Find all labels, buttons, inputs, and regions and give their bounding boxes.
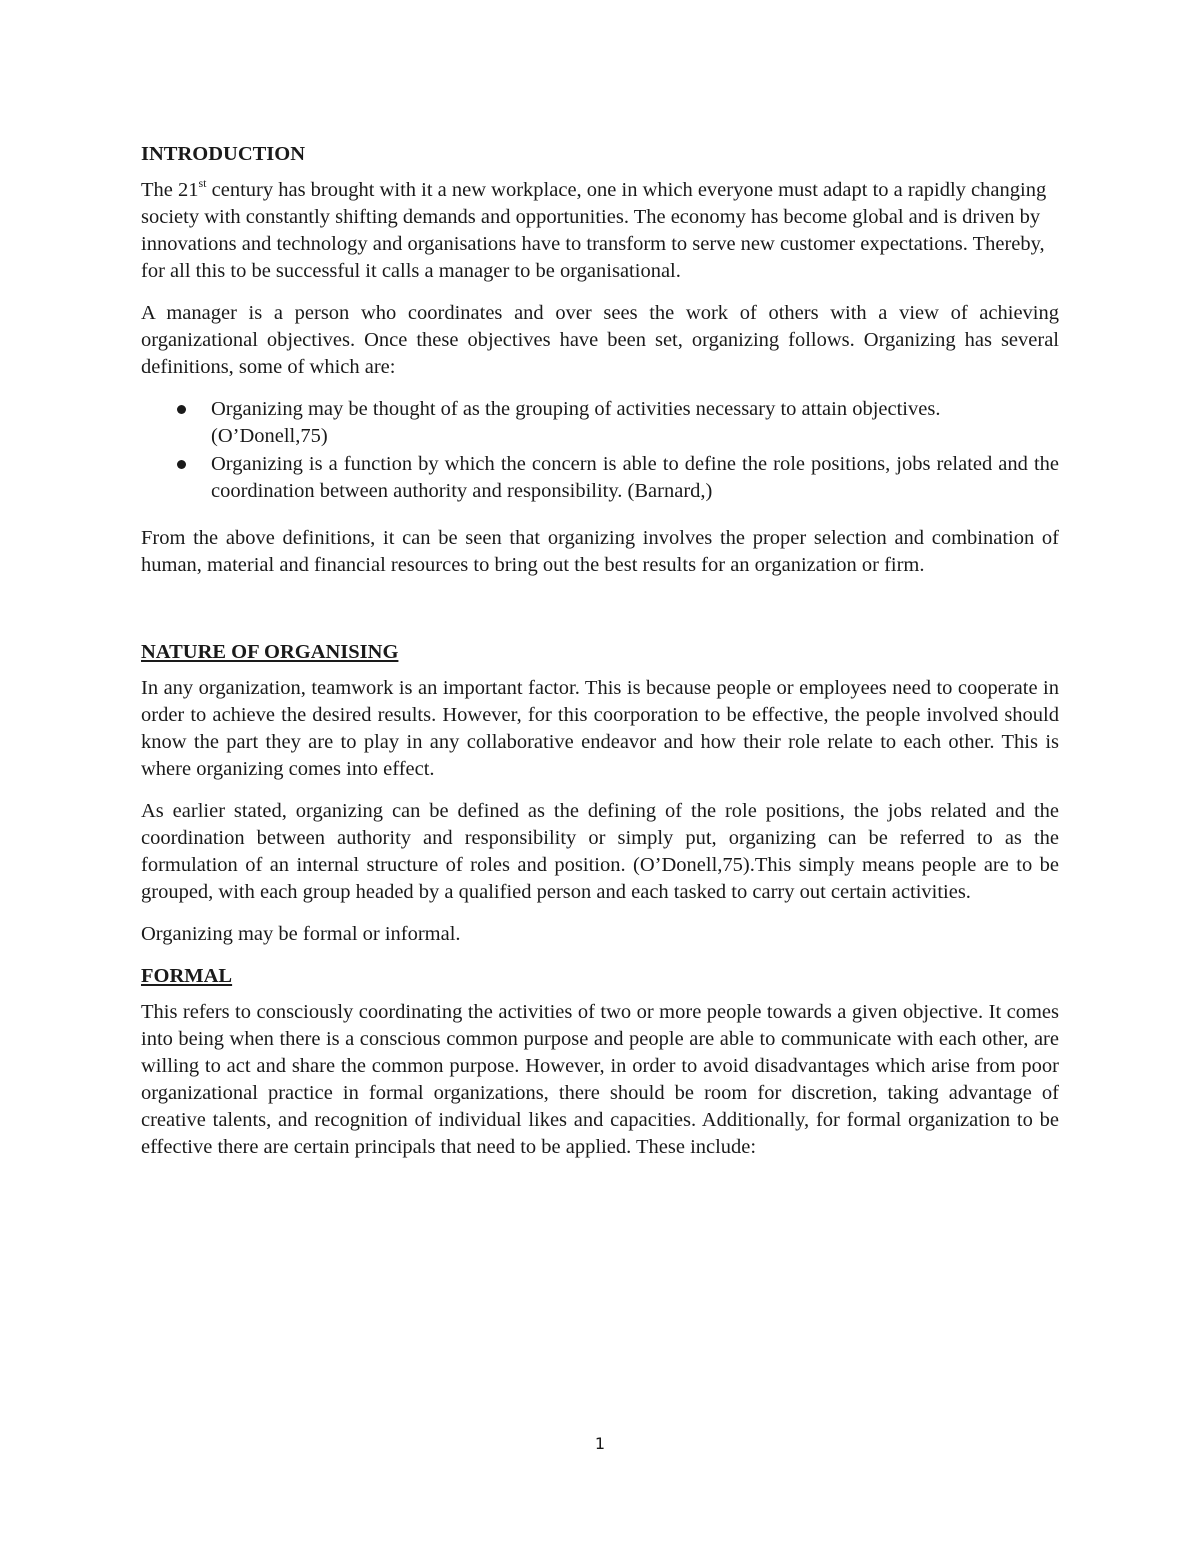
page-number: 1 xyxy=(594,1434,606,1453)
intro-p1-start: The 21 xyxy=(141,179,199,201)
nature-heading: NATURE OF ORGANISING xyxy=(141,641,399,663)
nature-paragraph-3: Organizing may be formal or informal. xyxy=(141,923,461,945)
introduction-heading: INTRODUCTION xyxy=(141,143,306,165)
introduction-paragraph-1 xyxy=(141,177,1059,285)
definitions-list xyxy=(141,396,1059,505)
list-item xyxy=(141,396,1059,450)
formal-heading: FORMAL xyxy=(141,965,233,987)
bullet-icon xyxy=(177,460,186,469)
introduction-paragraph-3: From the above definitions, it can be seen that organizing involves the proper selection and combination of human, material and financial resources to bring out the best results for an organization or firm. xyxy=(141,527,1059,576)
introduction-paragraph-2: A manager is a person who coordinates and over sees the work of others with a view of achieving organizational objectives. Once these objectives have been set, organizing follows. Organizing has several definitions, some of which are: xyxy=(141,302,1059,378)
list-item xyxy=(141,451,1059,505)
section-spacer xyxy=(141,594,1059,639)
ordinal-superscript: st xyxy=(198,176,207,190)
document-page xyxy=(141,141,1059,1176)
nature-paragraph-2: As earlier stated, organizing can be defined as the defining of the role positions, the jobs related and the coordination between authority and responsibility or simply put, organizing can be referred to as the formulation of an internal structure of roles and position. (O’Donell,75).This simply means people are to be grouped, with each group headed by a qualified person and each tasked to carry out certain activities. xyxy=(141,800,1059,903)
nature-paragraph-1: In any organization, teamwork is an important factor. This is because people or employees need to cooperate in order to achieve the desired results. However, for this coorporation to be effective, the people involved should know the part they are to play in any collaborative endeavor and how their role relate to each other. This is where organizing comes into effect. xyxy=(141,677,1059,780)
bullet-icon xyxy=(177,405,186,414)
intro-p1-rest: century has brought with it a new workplace, one in which everyone must adapt to a rapidly changing society with constantly shifting demands and opportunities. The economy has become global and is driven by innovations and technology and organisations have to transform to serve new customer expectations. Thereby, for all this to be successful it calls a manager to be organisational. xyxy=(141,179,1047,282)
formal-paragraph-1: This refers to consciously coordinating the activities of two or more people towards a given objective. It comes into being when there is a conscious common purpose and people are able to communicate with each other, are willing to act and share the common purpose. However, in order to avoid disadvantages which arise from poor organizational practice in formal organizations, there should be room for discretion, taking advantage of creative talents, and recognition of individual likes and capacities. Additionally, for formal organization to be effective there are certain principals that need to be applied. These include: xyxy=(141,1001,1059,1158)
definition-text: Organizing may be thought of as the grouping of activities necessary to attain objectives. (O’Donell,75) xyxy=(211,398,941,447)
definition-text: Organizing is a function by which the concern is able to define the role positions, jobs related and the coordination between authority and responsibility. (Barnard,) xyxy=(211,453,1059,502)
